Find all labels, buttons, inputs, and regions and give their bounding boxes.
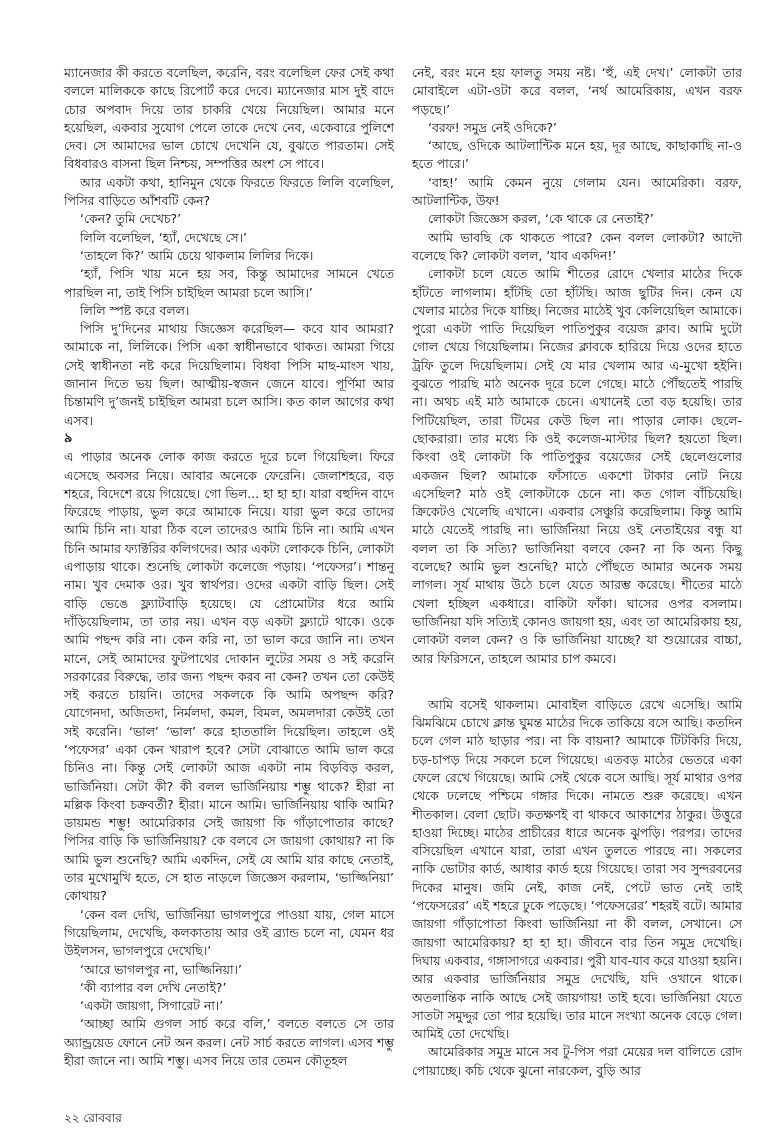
paragraph: লোকটা চলে যেতে আমি শীতের রোদে খেলার মাঠের দিকে হাঁটতে লাগলাম। হাঁটছি তো হাঁটছি। আজ ছুটির দিন। কেন যে খেলার মাঠের দিকে যাচ্ছি। নিজের মাঠেই খুব কেলিয়েছিল আমাকে। পুরো একটা পাতি দিয়েছিল পাতিপুকুর বয়েজ ক্লাব। আমি দুটো গোল খেয়ে গিয়েছিলাম। নিজের ক্লাবকে হারিয়ে দিয়ে ওদের হাতে ট্রফি তুলে দিয়েছিলাম। সেই যে মার খেলাম আর এ-মুখো হইনি। বুঝতে পারছি মাঠ অনেক দূরে চলে গেছে। মাঠে পৌঁছতেই পারছি না। অথচ এই মাঠ আমাকে চেনে। এখানেই তো বড় হয়েছি। তার পিটিয়েছিল, তারা টিমের কেউ ছিল না। পাড়ার লোক। ছেলে-ছোকরারা। তার মধ্যে কি ওই কলেজ-মাস্টার ছিল? হয়তো ছিল। কিংবা ওই লোকটা কি পাতিপুকুর বয়েজের সেই ছেলেগুলোর একজন ছিল? আমাকে ফাঁসাতে একশো টাকার নোট নিয়ে এসেছিল? মাঠ ওই লোকটাকে চেনে না। কত গোল বাঁচিয়েছি। ক্রিকেটও খেলেছি এখানে। একবার সেঞ্চুরি করেছিলাম। কিন্তু আমি মাঠে যেতেই পারছি না। ভার্জিনিয়া নিয়ে ওই নেতাইয়ের বন্ধু যা বলল তা কি সত্যি? ভার্জিনিয়া বলবে কেন? না কি অন্য কিছু বলেছে? আমি ভুল শুনেছি? মাঠে পৌঁছতে আমার অনেক সময় লাগল। সূর্য মাথায় উঠে চলে যেতে আরম্ভ করেছে। শীতের মাঠে খেলা হচ্ছিল একধারে। বাকিটা ফাঁকা। ঘাসের ওপর বসলাম। ভার্জিনিয়া যদি সত্যিই কোনও জায়গা হয়, এবং তা আমেরিকায় হয়, লোকটা বলল কেন? ও কি ভার্জিনিয়া যাচ্ছে? যা শুয়োরের বাচ্চা, আর ফিরিসনে, তাহলে আমার চাপ কমবে। [412, 266, 742, 666]
paragraph: ম্যানেজার কী করতে বলেছিল, করেনি, বরং বলেছিল ফের সেই কথা বললে মালিককে কাছে রিপোর্ট করে দেবে। ম্যানেজার মাস দুই বাদে চোর অপবাদ দিয়ে তার চাকরি খেয়ে নিয়েছিল। আমার মনে হয়েছিল, একবার সুযোগ পেলে তাকে দেখে নেব, একেবারে পুলিশে দেব। সে আমাদের ভাল চোখে দেখেনি যে, বুঝতে পারতাম। সেই বিধবারও বাসনা ছিল নিশ্চয়, সম্পত্তির অংশ সে পাবে। [64, 65, 394, 172]
dialogue-line: ‘বাহ!’ আমি কেমন নুয়ে গেলাম যেন। আমেরিকা। বরফ, আটলান্টিক, উফ! [412, 174, 742, 209]
dialogue-line: ‘কী ব্যাপার বল দেখি নেতাই?’ [80, 979, 227, 995]
paragraph: আমি বসেই থাকলাম। মোবাইল বাড়িতে রেখে এসেছি। আমি ঝিমঝিমে চোখে ক্লান্ত ঘুমন্ত মাঠের দিকে তাকিয়ে বসে আছি। কতদিন চলে গেল মাঠ ছাড়ার পর। না কি বায়না? আমাকে টিটকিরি দিয়ে, চড়-চাপড় দিয়ে সকলে চলে গিয়েছে। এতবড় মাঠের ভেতরে একা ফেলে রেখে গিয়েছে। আমি সেই থেকে বসে আছি। সূর্য মাথার ওপর থেকে ঢলেছে পশ্চিমে গঙ্গার দিকে। নামতে শুরু করেছে। এখন শীতকাল। বেলা ছোট। কতক্ষণই বা থাকবে আকাশের ঠাকুর। উত্তুরে হাওয়া দিচ্ছে। মাঠের প্রাচীরের ধারে অনেক ঝুপড়ি। পরপর। তাদের বসিয়েছিল এখানে যারা, তারা এখন তুলতে পারছে না। সকলের নাকি ভোটার কার্ড, আধার কার্ড হয়ে গিয়েছে। তারা সব সুন্দরবনের দিকের মানুষ। জমি নেই, কাজ নেই, পেটে ভাত নেই তাই ‘পফেসরের’ এই শহরে ঢুকে পড়েছে। ‘পফেসরের’ শহরই বটে। আমার জায়গা গাঁড়াপোতা কিংবা ভার্জিনিয়া না কী বলল, সেখানে। সে জায়গা আমেরিকায়? হা হা হা। জীবনে বার তিন সমুদ্র দেখেছি। দিঘায় একবার, গঙ্গাসাগরে একবার। পুরী যাব-যাব করে যাওয়া হয়নি। আর একবার ভার্জিনিয়ার সমুদ্র দেখেছি, যদি ওখানে থাকে। অতলান্তিক নাকি আছে সেই জায়গায়! তাই হবে। ভার্জিনিয়া যেতে সাতটা সমুদ্দুর তো পার হয়েছি। তার মানে সংখ্যা অনেক বেড়ে গেল। আমিই তো দেখেছি। [412, 696, 742, 1042]
dialogue-line: ‘বরফ! সমুদ্র নেই ওদিকে?’ [428, 119, 557, 135]
dialogue-line: লোকটা জিজ্ঞেস করল, ‘কে থাকে রে নেতাই?’ [428, 211, 654, 227]
paragraph: আমেরিকার সমুদ্র মানে সব টু-পিস পরা মেয়ের দল বালিতে রোদ পোয়াচ্ছে। কচি থেকে ঝুনো নারকেল, বুড়ি আর [412, 1044, 742, 1078]
chapter-number: ৯ [64, 430, 73, 446]
dialogue-line: ‘কেন বল দেখি, ভার্জিনিয়া ভাগলপুরে পাওয়া যায়, গেল মাসে গিয়েছিলাম, দেখেছি, কলকাতায় আর ওই ব্র্যান্ড চলে না, যেমন ধর উইলসন, ভাগলপুরে দেখেছি।’ [64, 906, 394, 959]
paragraph: আর একটা কথা, হানিমুন থেকে ফিরতে ফিরতে লিলি বলেছিল, পিসির বাড়িতে আঁশবটি কেন? [64, 174, 394, 209]
paragraph: ‘আচ্ছা আমি গুগল সার্চ করে বলি,’ বলতে বলতে সে তার অ্যান্ড্রয়েড ফোনে নেট অন করল। নেট সার্চ করতে লাগল। এসব শম্ভু হীরা জানে না। আমি শম্ভু। এসব নিয়ে তার তেমন কৌতূহল [64, 1016, 394, 1069]
dialogue-line: ‘হ্যাঁ, পিসি খায় মনে হয় সব, কিন্তু আমাদের সামনে খেতে পারছিল না, তাই পিসি চাইছিল আমরা চলে আসি।’ [64, 266, 394, 300]
paragraph: লিলি স্পষ্ট করে বলল। [80, 302, 190, 318]
paragraph: এ পাড়ার অনেক লোক কাজ করতে দূরে চলে গিয়েছিল। ফিরে এসেছে অবসর নিয়ে। আবার অনেকে ফেরেনি। জেলাশহরে, বড় শহরে, বিদেশে রয়ে গিয়েছে। গো ভিল... হা হা হা। যারা বহুদিন বাদে ফিরেছে পাড়ায়, ভুল করে আমাকে নিয়ে। যারা ভুল করে তাদের আমি চিনি না। যারা ঠিক বলে তাদেরও আমি চিনি না। আমি এখন চিনি আমার ফ্যাক্টরির কলিগদের। আর একটা লোককে চিনি, লোকটা এপাড়ায় থাকে। শুনেছি লোকটা কলেজে পড়ায়। ‘পফেসর’। শান্তনু নাম। খুব দেমাক ওর। খুব স্বার্থপর। ওদের একটা বাড়ি ছিল। সেই বাড়ি ভেঙে ফ্ল্যাটবাড়ি হয়েছে। যে প্রোমোটার ধরে আমি দাঁড়িয়েছিলাম, তা তার নয়। এখন বড় একটা ফ্ল্যাটে থাকে। ওকে আমি পছন্দ করি না। কেন করি না, তা ভাল করে জানি না। তখন মানে, সেই আমাদের ফুটপাথের দোকান লুটের সময় ও সই করেনি সরকারের বিরুদ্ধে, তার জন্য পছন্দ করব না কেন? তখন তো কেউই সই করতে চায়নি। তাদের সকলকে কি আমি অপছন্দ করি? যোগেনদা, অজিতদা, নির্মলদা, কমল, বিমল, অমলদারা কেউই তো সই করেনি। ‘ভাল’ ‘ভাল’ করে হাততালি দিয়েছিল। তাহলে ওই ‘পফেসর’ একা কেন খারাপ হবে? সেটা বোঝাতে আমি ভাল করে চিনিও না। কিন্তু সেই লোকটা আজ একটা নাম বিড়বিড় করল, ভার্জিনিয়া। সেটা কী? কী বলল ভার্জিনিয়ায় শম্ভু থাকে? হীরা না মল্লিক কিংবা চক্রবর্তী? হীরা। মানে আমি। ভার্জিনিয়ায় থাকি আমি? ডায়মন্ড শম্ভু! আমেরিকার সেই জায়গা কি গাঁড়াপোতার কাছে? পিসির বাড়ি কি ভার্জিনিয়ায়? কে বলবে সে জায়গা কোথায়? না কি আমি ভুল শুনেছি? আমি একদিন, সেই যে আমি যার কাছে নেতাই, তার মুখোমুখি হতে, সে হাত নাড়লে জিজ্ঞেস করলাম, ‘ভাজ্জিনিয়া’ কোথায়? [64, 449, 394, 904]
paragraph: নেই, বরং মনে হয় ফালতু সময় নষ্ট। ‘হুঁ, এই দেখ।’ লোকটা তার মোবাইলে এটা-ওটা করে বলল, ‘নর্থ আমেরিকায়, এখন বরফ পড়ছে।’ [412, 65, 742, 117]
section-break [412, 668, 742, 696]
dialogue-line: ‘তাহলে কি?’ আমি চেয়ে থাকলাম লিলির দিকে। [80, 247, 314, 263]
dialogue-line: ‘একটা জায়গা, সিগারেট না।’ [80, 998, 224, 1014]
dialogue-line: ‘কেন? তুমি দেখেচ?’ [80, 211, 182, 227]
right-column [412, 64, 742, 1080]
dialogue-line: ‘আছে, ওদিকে আটলান্টিক মনে হয়, দূর আছে, কাছাকাছি না-ও হতে পারে।’ [412, 138, 742, 172]
left-column [64, 64, 394, 1070]
paragraph: আমি ভাবছি কে থাকতে পারে? কেন বলল লোকটা? আদৌ বলেছে কি? লোকটা বলল, ‘যাব একদিন!’ [412, 229, 742, 263]
dialogue-line: ‘আরে ভাগলপুর না, ভাজ্জিনিয়া।’ [80, 961, 242, 977]
paragraph: পিসি দু’দিনের মাথায় জিজ্ঞেস করেছিল— কবে যাব আমরা? আমাকে না, লিলিকে। পিসি একা স্বাধীনভাবে থাকত। আমরা গিয়ে সেই স্বাধীনতা নষ্ট করে দিয়েছিলাম। বিধবা পিসি মাছ-মাংস খায়, জানান দিতে ভয় ছিল। আত্মীয়-স্বজন জেনে যাবে। পূর্ণিমা আর চিন্তামণি দু’জনই চাইছিল আমরা চলে আসি। কত কাল আগের কথা এসব। [64, 321, 394, 428]
dialogue-line: লিলি বলেছিল, ‘হ্যাঁ, দেখেছে সে।’ [80, 229, 247, 245]
page-footer: ২২ রোববার [64, 1111, 122, 1125]
